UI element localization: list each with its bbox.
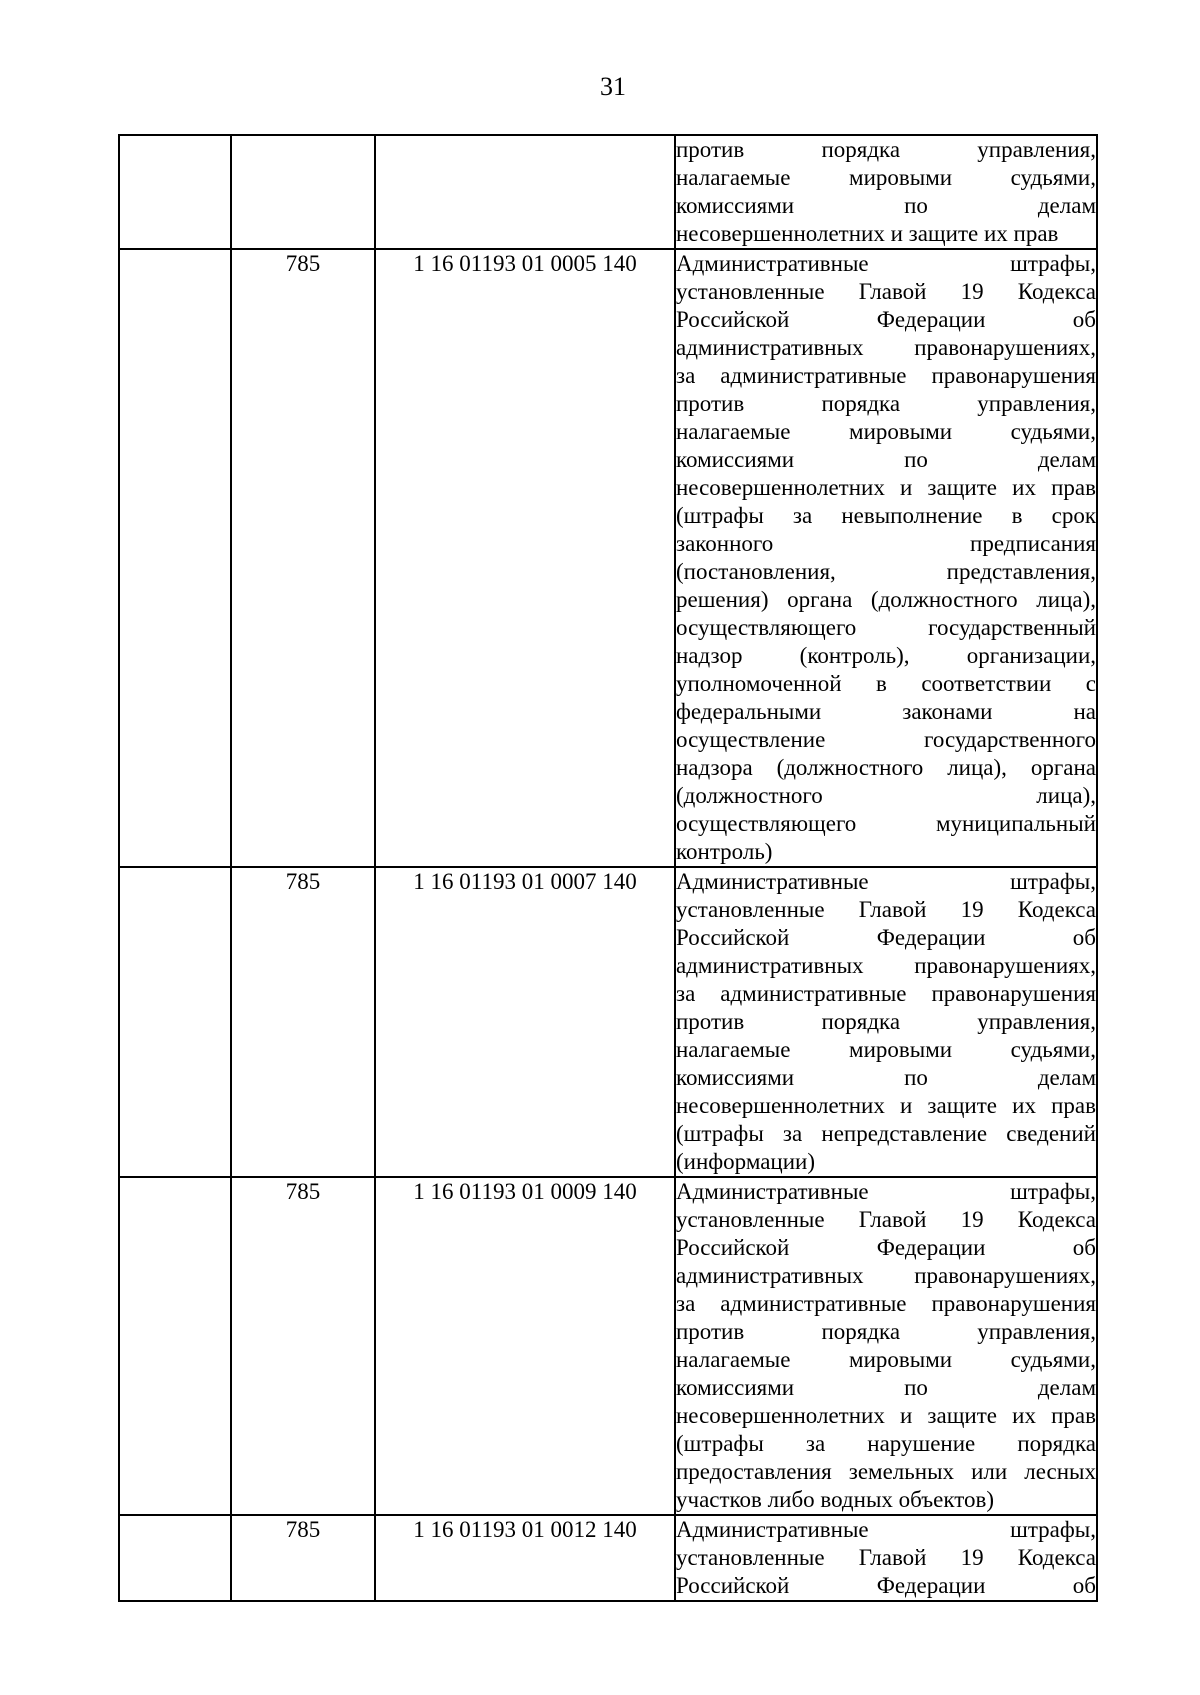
description-line: Российской Федерации об [676, 1573, 1096, 1598]
kbk-code-cell: 1 16 01193 01 0005 140 [375, 249, 675, 867]
description-line: (информации) [676, 1149, 816, 1174]
description-line: контроль) [676, 839, 773, 864]
table-row [119, 1515, 1097, 1601]
description-line: (постановления, представления, [676, 559, 1096, 584]
description-line: осуществляющего государственный [676, 615, 1096, 640]
description-line: участков либо водных объектов) [676, 1487, 995, 1512]
description-line: установленные Главой 19 Кодекса [676, 1207, 1096, 1232]
empty-cell [119, 867, 231, 1177]
description-line: Российской Федерации об [676, 1235, 1096, 1260]
description-line: административных правонарушениях, [676, 1263, 1096, 1288]
description-line: налагаемые мировыми судьями, [676, 165, 1096, 190]
kbk-code-cell: 1 16 01193 01 0012 140 [375, 1515, 675, 1601]
admin-code-cell: 785 [231, 249, 375, 867]
description-line: административных правонарушениях, [676, 953, 1096, 978]
description-line: законного предписания [676, 531, 1096, 556]
description-line: несовершеннолетних и защите их прав [676, 1403, 1096, 1428]
admin-code-cell: 785 [231, 1177, 375, 1515]
description-cell [675, 1515, 1097, 1601]
description-cell [675, 135, 1097, 249]
kbk-code-cell: 1 16 01193 01 0007 140 [375, 867, 675, 1177]
table-row [119, 249, 1097, 867]
description-line: Российской Федерации об [676, 925, 1096, 950]
description-line: Административные штрафы, [676, 1517, 1096, 1542]
kbk-code-cell [375, 135, 675, 249]
description-line: административных правонарушениях, [676, 335, 1096, 360]
description-line: (должностного лица), [676, 783, 1096, 808]
admin-code-cell: 785 [231, 1515, 375, 1601]
description-line: за административные правонарушения [676, 363, 1096, 388]
description-line: несовершеннолетних и защите их прав [676, 221, 1059, 246]
description-line: Административные штрафы, [676, 251, 1096, 276]
description-line: надзор (контроль), организации, [676, 643, 1096, 668]
description-line: предоставления земельных или лесных [676, 1459, 1096, 1484]
description-line: надзора (должностного лица), органа [676, 755, 1096, 780]
description-line: установленные Главой 19 Кодекса [676, 279, 1096, 304]
description-line: налагаемые мировыми судьями, [676, 1347, 1096, 1372]
description-line: налагаемые мировыми судьями, [676, 1037, 1096, 1062]
table-row [119, 135, 1097, 249]
description-line: несовершеннолетних и защите их прав [676, 475, 1096, 500]
description-line: решения) органа (должностного лица), [676, 587, 1096, 612]
empty-cell [119, 135, 231, 249]
description-line: осуществление государственного [676, 727, 1096, 752]
description-line: федеральными законами на [676, 699, 1096, 724]
description-line: комиссиями по делам [676, 1065, 1096, 1090]
description-line: установленные Главой 19 Кодекса [676, 1545, 1096, 1570]
description-line: против порядка управления, [676, 137, 1096, 162]
description-cell [675, 867, 1097, 1177]
description-line: за административные правонарушения [676, 981, 1096, 1006]
description-line: комиссиями по делам [676, 1375, 1096, 1400]
description-line: уполномоченной в соответствии с [676, 671, 1096, 696]
description-line: осуществляющего муниципальный [676, 811, 1096, 836]
description-line: Административные штрафы, [676, 869, 1096, 894]
empty-cell [119, 1515, 231, 1601]
description-cell [675, 249, 1097, 867]
budget-codes-table [118, 134, 1098, 1602]
description-line: за административные правонарушения [676, 1291, 1096, 1316]
description-line: против порядка управления, [676, 1319, 1096, 1344]
page-number: 31 [600, 72, 626, 101]
description-line: против порядка управления, [676, 1009, 1096, 1034]
table-row [119, 1177, 1097, 1515]
description-line: против порядка управления, [676, 391, 1096, 416]
description-line: (штрафы за непредставление сведений [676, 1121, 1096, 1146]
description-line: несовершеннолетних и защите их прав [676, 1093, 1096, 1118]
empty-cell [119, 1177, 231, 1515]
description-line: установленные Главой 19 Кодекса [676, 897, 1096, 922]
admin-code-cell: 785 [231, 867, 375, 1177]
description-line: (штрафы за нарушение порядка [676, 1431, 1096, 1456]
description-line: комиссиями по делам [676, 447, 1096, 472]
description-line: Административные штрафы, [676, 1179, 1096, 1204]
description-line: (штрафы за невыполнение в срок [676, 503, 1096, 528]
table-row [119, 867, 1097, 1177]
description-line: Российской Федерации об [676, 307, 1096, 332]
description-cell [675, 1177, 1097, 1515]
description-line: налагаемые мировыми судьями, [676, 419, 1096, 444]
kbk-code-cell: 1 16 01193 01 0009 140 [375, 1177, 675, 1515]
description-line: комиссиями по делам [676, 193, 1096, 218]
empty-cell [119, 249, 231, 867]
admin-code-cell [231, 135, 375, 249]
